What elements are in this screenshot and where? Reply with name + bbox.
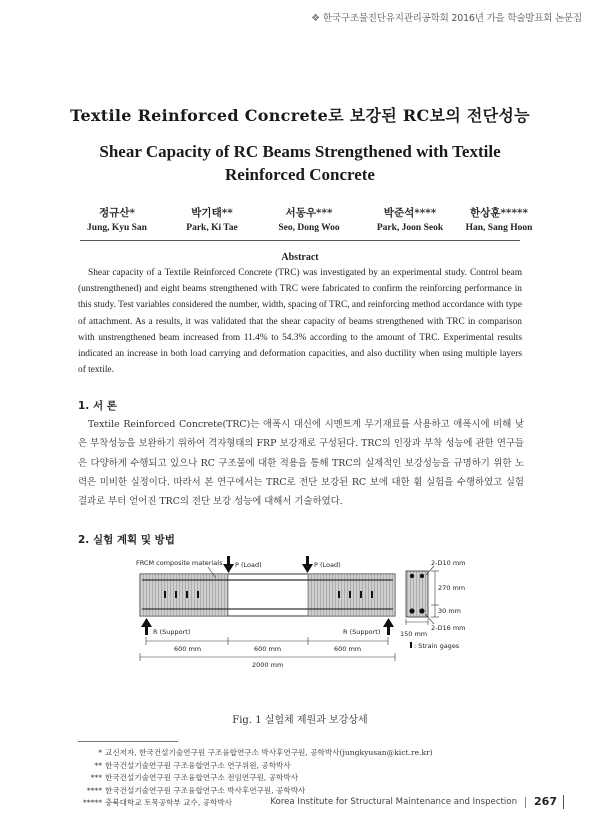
author-2: [168, 205, 256, 233]
author-5-ko: 한상훈*****: [470, 207, 528, 219]
footnote-3-text: 한국건설기술연구원 구조융합연구소 전임연구원, 공학박사: [105, 773, 299, 782]
total-length-label: 2000 mm: [252, 661, 284, 669]
footnote-5-text: 충북대학교 토목공학부 교수, 공학박사: [105, 798, 233, 807]
bottom-bar-dot-left: [409, 608, 414, 613]
footnote-3-mark: ***: [90, 773, 102, 782]
abstract-heading: Abstract: [281, 252, 319, 263]
footnote-2-mark: **: [94, 760, 102, 770]
header-bullet-icon: ❖: [311, 13, 320, 24]
page-number: 267: [534, 795, 564, 809]
top-bar-dot-left: [410, 574, 414, 578]
width-label: 150 mm: [400, 630, 428, 638]
load-label-right: P (Load): [314, 561, 341, 569]
section-2-heading: 2. 실험 계획 및 방법: [78, 534, 175, 546]
cover-label: 30 mm: [438, 607, 462, 615]
footnote-1: [78, 747, 433, 760]
author-1: [78, 205, 156, 233]
footnote-2: [78, 760, 433, 773]
support-label-left: R (Support): [153, 628, 191, 636]
author-4: [361, 205, 459, 233]
strain-gage-legend-icon: [410, 642, 412, 648]
load-arrow-left: [223, 556, 234, 573]
author-3: [261, 205, 357, 233]
top-bar-dot-right: [420, 574, 424, 578]
title-english: [70, 140, 530, 186]
footnote-3: [78, 772, 433, 785]
dim-label-1: 600 mm: [174, 645, 202, 653]
dim-label-3: 600 mm: [334, 645, 362, 653]
footnote-1-text: 교신저자, 한국건설기술연구원 구조융합연구소 박사후연구원, 공학박사(jungkyusan@kict.re.kr): [105, 748, 433, 757]
footnote-2-text: 한국건설기술연구원 구조융합연구소 연구위원, 공학박사: [105, 760, 291, 770]
load-arrow-right: [302, 556, 313, 573]
frcm-label: FRCM composite materials: [136, 559, 223, 567]
footer-institute: Korea Institute for Structural Maintenance and Inspection: [270, 797, 518, 807]
bottom-bar-dot-right: [419, 608, 424, 613]
author-5: [462, 205, 536, 233]
cross-section: [406, 571, 428, 617]
section-1-heading: 1. 서 론: [78, 400, 117, 412]
page-footer: [270, 795, 564, 809]
figure-1: [128, 556, 473, 710]
figure-caption: Fig. 1 실험체 제원과 보강상세: [232, 715, 368, 726]
support-arrow-left: [141, 618, 152, 635]
footer-separator: [525, 797, 526, 808]
author-4-ko: 박준석****: [383, 207, 437, 219]
footnote-1-mark: *: [98, 748, 102, 757]
author-1-en: Jung, Kyu San: [87, 223, 147, 233]
footnote-4-mark: ****: [86, 785, 102, 795]
running-header: [311, 10, 582, 24]
footnote-4-text: 한국건설기술연구원 구조융합연구소 박사후연구원, 공학박사: [105, 785, 306, 795]
footnote-5-mark: *****: [83, 798, 102, 807]
bottom-bar-label: 2-D16 mm: [431, 624, 466, 632]
title-english-line1: Shear Capacity of RC Beams Strengthened with Textile: [99, 142, 501, 161]
author-3-en: Seo, Dong Woo: [278, 223, 340, 233]
author-5-en: Han, Sang Hoon: [465, 223, 533, 233]
header-text: 한국구조물진단유지관리공학회 2016년 가을 학술발표회 논문집: [322, 13, 582, 24]
author-3-ko: 서동우***: [285, 207, 333, 219]
section-1-body: Textile Reinforced Concrete(TRC)는 애폭시 대신에 시멘트계 무기재료를 사용하고 애폭시에 비해 낮은 부착성능을 보완하기 위하여 격자형태의 FRP 보강재로 구성된다. TRC의 인장과 부착 성능에 관한 연구들은 다양하게 수행되고 있으나 RC 구조물에 대한 적용을 통해 TRC의 실제적인 보강성능을 규명하기 위한 노력은 미비한 실정이다. 따라서 본 연구에서는 TRC로 전단 보강된 RC 보에 대한 휨 실험을 수행하였고 실험 결과로 부터 얻어진 TRC의 전단 보강 성능에 대해서 기술하였다.: [78, 419, 524, 508]
footnote-divider: [78, 741, 178, 742]
author-2-ko: 박기태**: [191, 207, 233, 219]
author-4-en: Park, Joon Seok: [376, 223, 444, 233]
title-korean: Textile Reinforced Concrete로 보강된 RC보의 전단성능: [70, 106, 530, 125]
top-bar-label: 2-D10 mm: [431, 559, 466, 567]
height-label: 270 mm: [438, 584, 466, 592]
dim-label-2: 600 mm: [254, 645, 282, 653]
load-label-left: P (Load): [235, 561, 262, 569]
title-english-line2: Reinforced Concrete: [225, 165, 375, 184]
support-arrow-right: [383, 618, 394, 635]
author-1-ko: 정규산*: [99, 207, 135, 219]
abstract-divider: [80, 240, 520, 241]
support-label-right: R (Support): [343, 628, 381, 636]
author-2-en: Park, Ki Tae: [186, 223, 238, 233]
abstract-body: Shear capacity of a Textile Reinforced Concrete (TRC) was investigated by an experimental study. Control beam (unstrengthened) and eight beams strengthened with TRC were fabricated to confirm the reinforcing performance in this study. Test variables considered the number, width, spacing of TRC, and reinforcing method accordance with type of attachment. As a results, it was validated that the shear capacity of beams strengthened with TRC in comparison with unstrengthened beam increased from 11.4% to 54.3% according to the amount of TRC. Experimental results indicated an increase in both load carrying and deformation capacities, and also ductility when using multiple layers of textile.: [78, 268, 522, 376]
strain-gage-legend-label: : Strain gages: [414, 642, 460, 650]
beam-diagram: [128, 556, 473, 706]
